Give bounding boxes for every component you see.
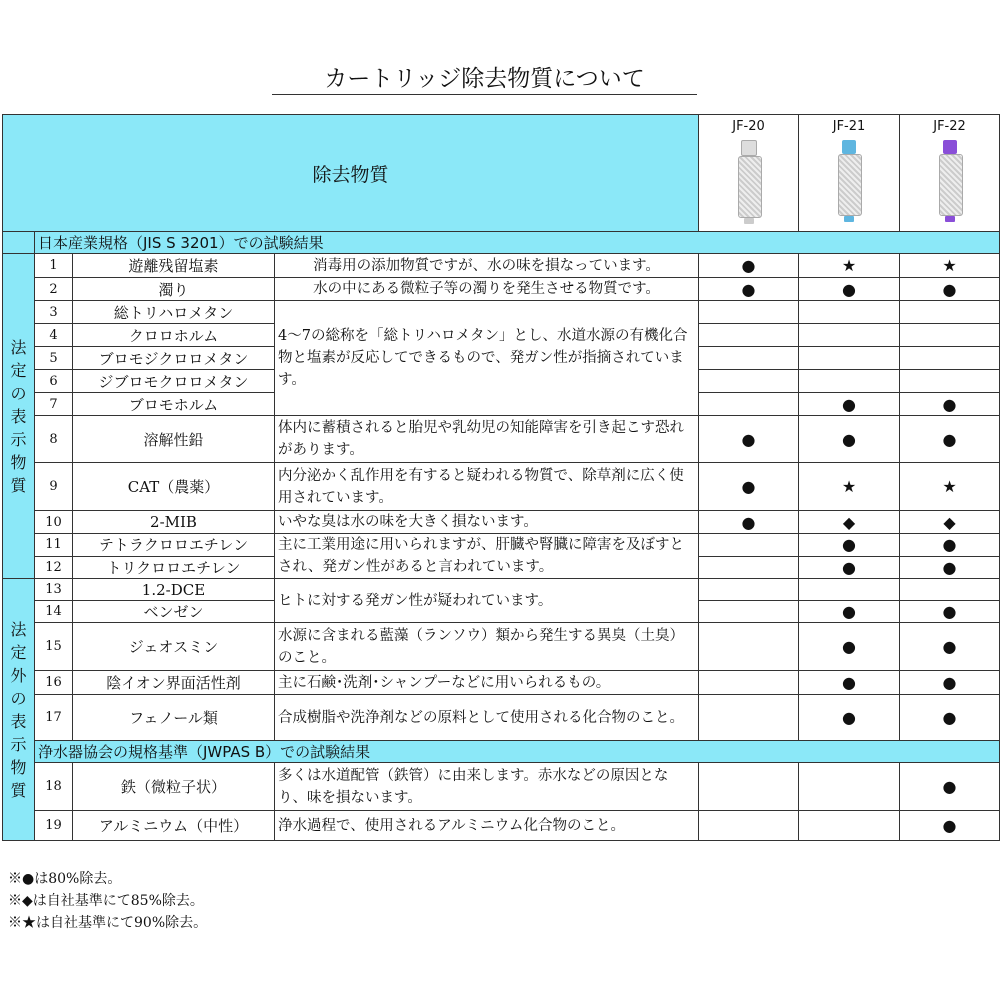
- product-jf21: [799, 115, 900, 232]
- mark-jf21: ●: [799, 623, 900, 671]
- substance-desc: 合成樹脂や洗浄剤などの原料として使用される化合物のこと。: [275, 695, 699, 741]
- footnotes: [8, 868, 207, 934]
- note: ※◆は自社基準にて85%除去。: [8, 893, 204, 909]
- mark-jf21: ●: [799, 601, 900, 623]
- row-number: 7: [35, 393, 73, 416]
- substance-name: アルミニウム（中性）: [73, 811, 275, 841]
- substance-name: フェノール類: [73, 695, 275, 741]
- mark-jf20: ●: [699, 463, 799, 511]
- category-nonlegal: 法定外の表示物質: [3, 579, 35, 841]
- row-number: 10: [35, 511, 73, 534]
- header-label: 除去物質: [3, 115, 699, 232]
- cartridge-icon: [939, 140, 961, 220]
- mark-jf22: ●: [900, 534, 1000, 557]
- mark-jf21: ●: [799, 534, 900, 557]
- section-jwpas: 浄水器協会の規格基準（JWPAS B）での試験結果: [35, 741, 1000, 763]
- mark-jf20: [699, 301, 799, 324]
- substance-name: トリクロロエチレン: [73, 556, 275, 579]
- substance-name: ベンゼン: [73, 601, 275, 623]
- mark-jf22: ★: [900, 463, 1000, 511]
- mark-jf21: [799, 811, 900, 841]
- mark-jf20: [699, 347, 799, 370]
- substance-desc: 主に石鹸･洗剤･シャンプーなどに用いられるもの。: [275, 671, 699, 695]
- mark-jf21: ●: [799, 393, 900, 416]
- row-number: 19: [35, 811, 73, 841]
- row-number: 4: [35, 324, 73, 347]
- removal-table: [2, 114, 1000, 841]
- substance-name: 1.2-DCE: [73, 579, 275, 601]
- mark-jf20: [699, 579, 799, 601]
- row-number: 1: [35, 254, 73, 278]
- mark-jf20: ●: [699, 254, 799, 278]
- row-number: 14: [35, 601, 73, 623]
- substance-name: 鉄（微粒子状）: [73, 763, 275, 811]
- product-jf22: [900, 115, 1000, 232]
- mark-jf21: ★: [799, 463, 900, 511]
- substance-name: 溶解性鉛: [73, 416, 275, 463]
- mark-jf20: [699, 556, 799, 579]
- mark-jf22: ●: [900, 695, 1000, 741]
- mark-jf22: [900, 301, 1000, 324]
- mark-jf21: [799, 579, 900, 601]
- mark-jf20: [699, 763, 799, 811]
- row-number: 16: [35, 671, 73, 695]
- product-name: JF-22: [933, 119, 966, 134]
- row-number: 8: [35, 416, 73, 463]
- mark-jf22: ●: [900, 811, 1000, 841]
- note: ※●は80%除去。: [8, 871, 122, 887]
- mark-jf20: ●: [699, 511, 799, 534]
- mark-jf21: ●: [799, 556, 900, 579]
- substance-desc: 内分泌かく乱作用を有すると疑われる物質で、除草剤に広く使用されています。: [275, 463, 699, 511]
- mark-jf21: ●: [799, 278, 900, 301]
- substance-desc: 主に工業用途に用いられますが、肝臓や腎臓に障害を及ぼすとされ、発ガン性があると言われています。: [275, 534, 699, 579]
- product-name: JF-21: [832, 119, 866, 134]
- mark-jf20: [699, 370, 799, 393]
- mark-jf20: [699, 623, 799, 671]
- mark-jf20: [699, 324, 799, 347]
- mark-jf21: ●: [799, 416, 900, 463]
- substance-desc: 多くは水道配管（鉄管）に由来します。赤水などの原因となり、味を損ないます。: [275, 763, 699, 811]
- substance-name: ブロモホルム: [73, 393, 275, 416]
- mark-jf22: ●: [900, 278, 1000, 301]
- mark-jf22: ●: [900, 416, 1000, 463]
- row-number: 12: [35, 556, 73, 579]
- mark-jf20: [699, 671, 799, 695]
- mark-jf22: ●: [900, 763, 1000, 811]
- mark-jf21: ★: [799, 254, 900, 278]
- row-number: 15: [35, 623, 73, 671]
- mark-jf22: ★: [900, 254, 1000, 278]
- mark-jf21: ●: [799, 671, 900, 695]
- mark-jf22: ◆: [900, 511, 1000, 534]
- row-number: 17: [35, 695, 73, 741]
- substance-desc: 4～7の総称を「総トリハロメタン」とし、水道水源の有機化合物と塩素が反応してできるもので、発ガン性が指摘されています。: [275, 301, 699, 416]
- row-number: 13: [35, 579, 73, 601]
- substance-desc: 浄水過程で、使用されるアルミニウム化合物のこと。: [275, 811, 699, 841]
- substance-desc: 水の中にある微粒子等の濁りを発生させる物質です。: [275, 278, 699, 301]
- category-legal: 法定の表示物質: [3, 254, 35, 579]
- mark-jf20: ●: [699, 416, 799, 463]
- substance-name: テトラクロロエチレン: [73, 534, 275, 557]
- row-number: 3: [35, 301, 73, 324]
- mark-jf22: [900, 579, 1000, 601]
- mark-jf20: [699, 601, 799, 623]
- mark-jf21: [799, 347, 900, 370]
- row-number: 18: [35, 763, 73, 811]
- mark-jf22: [900, 347, 1000, 370]
- substance-name: 総トリハロメタン: [73, 301, 275, 324]
- substance-name: ブロモジクロロメタン: [73, 347, 275, 370]
- cartridge-icon: [738, 140, 760, 220]
- mark-jf21: [799, 370, 900, 393]
- mark-jf20: [699, 811, 799, 841]
- product-name: JF-20: [732, 119, 765, 134]
- mark-jf22: ●: [900, 671, 1000, 695]
- mark-jf21: [799, 301, 900, 324]
- substance-name: 2-MIB: [73, 511, 275, 534]
- mark-jf22: ●: [900, 601, 1000, 623]
- row-number: 11: [35, 534, 73, 557]
- mark-jf22: ●: [900, 393, 1000, 416]
- mark-jf21: [799, 324, 900, 347]
- substance-name: ジブロモクロロメタン: [73, 370, 275, 393]
- mark-jf21: ◆: [799, 511, 900, 534]
- substance-name: ジェオスミン: [73, 623, 275, 671]
- row-number: 5: [35, 347, 73, 370]
- row-number: 2: [35, 278, 73, 301]
- mark-jf20: [699, 393, 799, 416]
- mark-jf21: ●: [799, 695, 900, 741]
- row-number: 6: [35, 370, 73, 393]
- mark-jf20: [699, 695, 799, 741]
- substance-name: CAT（農薬）: [73, 463, 275, 511]
- cartridge-icon: [838, 140, 860, 220]
- mark-jf22: ●: [900, 556, 1000, 579]
- substance-name: 陰イオン界面活性剤: [73, 671, 275, 695]
- substance-desc: 水源に含まれる藍藻（ランソウ）類から発生する異臭（土臭）のこと。: [275, 623, 699, 671]
- page-title: カートリッジ除去物質について: [272, 64, 697, 95]
- section-jis: 日本産業規格（JIS S 3201）での試験結果: [35, 232, 1000, 254]
- mark-jf20: [699, 534, 799, 557]
- substance-name: 遊離残留塩素: [73, 254, 275, 278]
- note: ※★は自社基準にて90%除去。: [8, 915, 208, 931]
- mark-jf22: [900, 370, 1000, 393]
- mark-jf22: [900, 324, 1000, 347]
- mark-jf20: ●: [699, 278, 799, 301]
- substance-desc: いやな臭は水の味を大きく損ないます。: [275, 511, 699, 534]
- mark-jf21: [799, 763, 900, 811]
- substance-name: 濁り: [73, 278, 275, 301]
- row-number: 9: [35, 463, 73, 511]
- substance-desc: 消毒用の添加物質ですが、水の味を損なっています。: [275, 254, 699, 278]
- product-jf20: [699, 115, 799, 232]
- substance-name: クロロホルム: [73, 324, 275, 347]
- substance-desc: 体内に蓄積されると胎児や乳幼児の知能障害を引き起こす恐れがあります。: [275, 416, 699, 463]
- mark-jf22: ●: [900, 623, 1000, 671]
- substance-desc: ヒトに対する発ガン性が疑われています。: [275, 579, 699, 623]
